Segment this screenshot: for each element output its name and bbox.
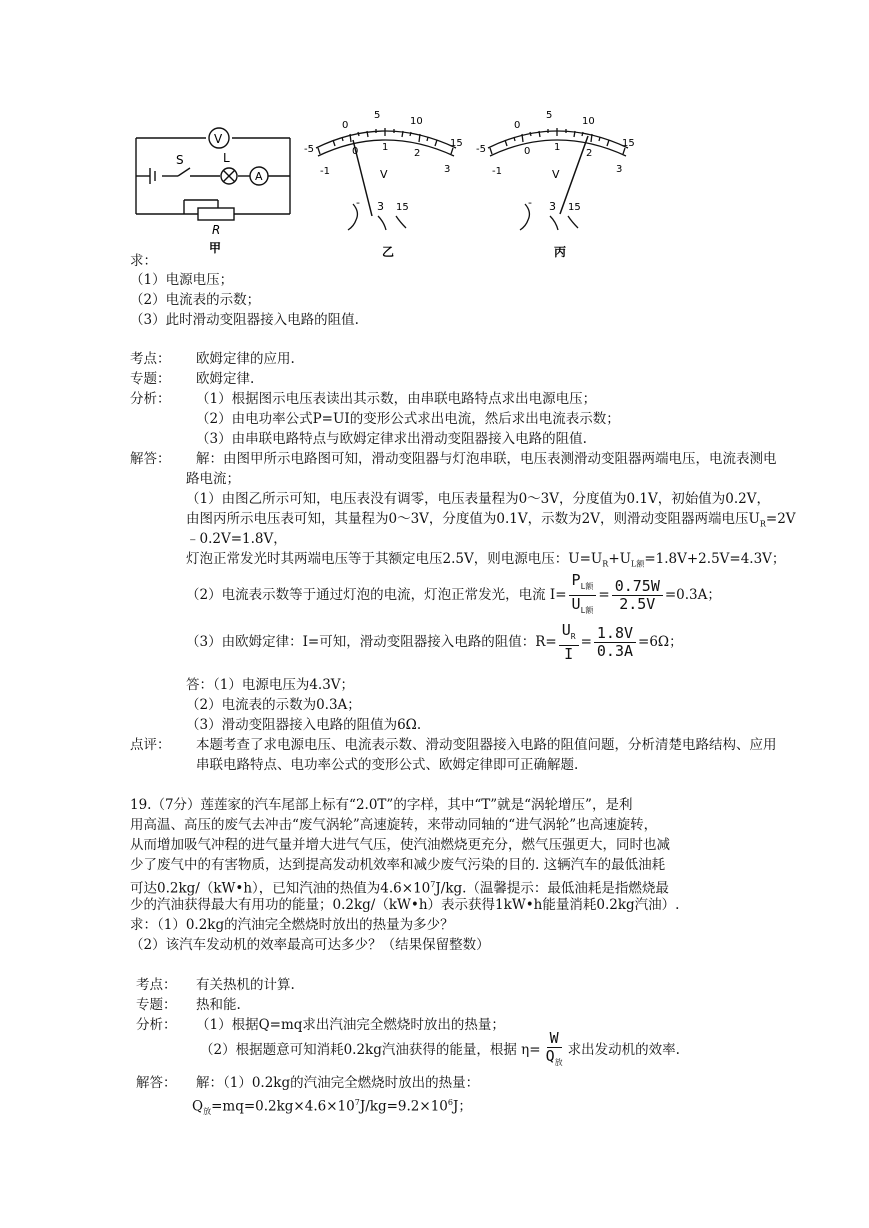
bottom-tick-label: 0 (524, 146, 531, 157)
ask-line (130, 252, 157, 270)
figure-caption-yi: 乙 (382, 245, 395, 259)
top-tick-label: 15 (622, 138, 635, 149)
meter-unit: V (380, 168, 388, 181)
fenxi-text: 求出发动机的效率. (567, 1042, 680, 1058)
fraction-values (594, 625, 636, 660)
terminal-label: - (528, 196, 532, 209)
top-tick-label: 0 (342, 120, 349, 131)
q19-text: 用高温、高压的废气去冲击“废气涡轮”高速旋转，来带动同轴的“进气涡轮”也高速旋转， (130, 817, 658, 833)
q19-text: 少了废气中的有害物质，达到提高发动机效率和减少废气污染的目的. 这辆汽车的最低油耗 (130, 857, 666, 873)
fenxi-line (196, 410, 620, 428)
question-item (130, 271, 233, 289)
bottom-tick-label: -1 (320, 166, 330, 177)
q19-line (130, 936, 490, 954)
jieda-line (192, 1094, 472, 1121)
fraction-denominator: Q (545, 1047, 555, 1065)
dianping-text: 本题考查了求电源电压、电流表示数、滑动变阻器接入电路的阻值问题，分析清楚电路结构、应用 (196, 737, 777, 753)
fraction-denominator: I (564, 645, 574, 663)
terminal-label: 15 (396, 202, 409, 213)
equals-sign: = (580, 634, 592, 650)
jieda-text: 灯泡正常发光时其两端电压等于其额定电压2.5V，则电源电压：U=U (186, 551, 603, 567)
dianping-line (196, 756, 578, 774)
voltmeter-figure-yi (298, 106, 473, 266)
voltmeter-symbol: V (214, 132, 223, 146)
jieda-line (186, 490, 770, 508)
voltmeter-figure-bing (470, 106, 645, 266)
fraction-numerator: U (561, 621, 571, 639)
section-label: 专题： (136, 997, 177, 1013)
fraction-denominator: U (571, 595, 581, 613)
q19-text: 求：（1）0.2kg的汽油完全燃烧时放出的热量为多少？ (130, 917, 454, 933)
fenxi-text: （1）根据Q=mq求出汽油完全燃烧时放出的热量； (196, 1017, 505, 1033)
jieda-text: =6Ω； (638, 634, 683, 650)
subscript: 放 (203, 1107, 212, 1117)
jieda-line (186, 470, 240, 488)
fraction-numerator: W (547, 1030, 562, 1048)
q19-text: 少的汽油获得最大有用功的能量；0.2kg/（kW•h）表示获得1kW•h能量消耗0.2kg汽油）. (130, 897, 680, 913)
subscript: 放 (554, 1058, 563, 1067)
zhuanti-line (136, 996, 241, 1014)
superscript: 6 (447, 1098, 453, 1107)
kaodian-text: 欧姆定律的应用. (196, 351, 295, 367)
fraction-numerator: P (571, 571, 581, 589)
fenxi-text: （1）根据图示电压表读出其示数，由串联电路特点求出电源电压； (196, 391, 597, 407)
top-tick-label: -5 (476, 144, 486, 155)
jieda-line-current (186, 572, 721, 619)
zhuanti-line (130, 370, 254, 388)
ask-text: 求： (130, 253, 157, 269)
subscript: R (570, 632, 576, 641)
top-tick-label: 10 (410, 116, 423, 127)
superscript: 7 (354, 1098, 360, 1107)
bottom-tick-label: 3 (616, 164, 623, 175)
answer-text: （3）滑动变阻器接入电路的阻值为6Ω. (186, 717, 422, 733)
jieda-text: 解：由图甲所示电路图可知，滑动变阻器与灯泡串联，电压表测滑动变阻器两端电压，电流表测电 (196, 451, 777, 467)
q19-line (130, 856, 665, 874)
rheostat-label: R (212, 223, 221, 237)
terminal-label: 3 (549, 200, 556, 213)
dianping-text: 串联电路特点、电功率公式的变形公式、欧姆定律即可正确解题. (196, 757, 579, 773)
section-label: 专题： (130, 371, 171, 387)
jieda-text: 路电流； (186, 471, 240, 487)
q19-text: 19.（7分）莲莲家的汽车尾部上标有“2.0T”的字样，其中“T”就是“涡轮增压”，是利 (130, 797, 633, 813)
fraction-numerator: 1.8V (594, 625, 636, 643)
subscript: L额 (580, 606, 594, 615)
terminal-label: 15 (568, 202, 581, 213)
bottom-tick-label: 2 (586, 148, 593, 159)
top-tick-label: 10 (582, 116, 595, 127)
jieda-line (186, 550, 785, 574)
top-tick-label: 0 (514, 120, 521, 131)
equals-sign: = (598, 587, 610, 603)
q19-text: J/kg.（温馨提示：最低油耗是指燃烧最 (435, 880, 669, 897)
kaodian-line (136, 976, 295, 994)
jieda-line-resistance (186, 622, 683, 663)
top-tick-label: -5 (304, 144, 314, 155)
section-label: 分析： (130, 391, 171, 407)
fenxi-text: （2）根据题意可知消耗0.2kg汽油获得的能量，根据 η= (200, 1042, 541, 1058)
section-label: 考点： (136, 977, 177, 993)
top-tick-label: 15 (450, 138, 463, 149)
fraction-numerator: 0.75W (612, 578, 663, 596)
question-text: （3）此时滑动变阻器接入电路的阻值. (130, 312, 359, 328)
bottom-tick-label: 1 (554, 142, 561, 153)
figure-caption-bing: 丙 (554, 245, 567, 259)
jieda-text: Q (192, 1098, 204, 1115)
bottom-tick-label: 2 (414, 148, 421, 159)
question-item (130, 291, 260, 309)
q19-line (130, 876, 669, 898)
section-label: 点评： (130, 737, 171, 753)
bottom-tick-label: 3 (444, 164, 451, 175)
terminal-label: - (356, 196, 360, 209)
q19-line (130, 836, 670, 854)
jieda-text: +U (608, 551, 632, 567)
zhuanti-text: 欧姆定律. (196, 371, 255, 387)
zhuanti-text: 热和能. (196, 997, 241, 1013)
jieda-text: J； (452, 1098, 472, 1115)
jieda-text: （3）由欧姆定律：I=可知，滑动变阻器接入电路的阻值：R= (186, 634, 557, 650)
figure-caption-jia: 甲 (209, 241, 222, 255)
fenxi-line (130, 390, 596, 408)
subscript: R (759, 519, 766, 529)
jieda-text: =0.3A； (664, 587, 721, 603)
meter-unit: V (552, 168, 560, 181)
jieda-text: （1）由图乙所示可知，电压表没有调零，电压表量程为0～3V，分度值为0.1V，初始值为0.2V， (186, 491, 770, 507)
q19-line (130, 796, 632, 814)
answer-text: 答：（1）电源电压为4.3V； (186, 677, 355, 693)
jieda-text: 解：（1）0.2kg的汽油完全燃烧时放出的热量： (196, 1075, 480, 1091)
fenxi-line-efficiency (200, 1030, 680, 1071)
jieda-text: ﹣0.2V=1.8V， (186, 531, 287, 547)
subscript: L额 (631, 559, 645, 569)
jieda-text: 由图丙所示电压表可知，其量程为0～3V，分度值为0.1V，示数为2V，则滑动变阻器两端电压U (186, 511, 760, 527)
jieda-text: =mq=0.2kg×4.6×10 (211, 1098, 355, 1115)
q19-text: 从而增加吸气冲程的进气量并增大进气气压，使汽油燃烧更充分，燃气压强更大，同时也减 (130, 837, 670, 853)
section-label: 解答： (136, 1075, 177, 1091)
top-tick-label: 5 (546, 110, 553, 121)
section-label: 考点： (130, 351, 171, 367)
fraction-ohm-law (559, 622, 579, 663)
section-label: 解答： (130, 451, 171, 467)
q19-text: 可达0.2kg/（kW•h），已知汽油的热值为4.6×10 (130, 880, 431, 897)
lamp-label: L (223, 151, 230, 165)
fenxi-line (196, 430, 587, 448)
question-text: （2）电流表的示数； (130, 292, 261, 308)
jieda-text: （2）电流表示数等于通过灯泡的电流，灯泡正常发光，电流 I= (186, 587, 567, 603)
answer-text: （2）电流表的示数为0.3A； (186, 697, 361, 713)
question-item (130, 311, 359, 329)
jieda-text: =2V (765, 511, 796, 527)
circuit-diagram (128, 118, 298, 258)
q19-line (130, 816, 657, 834)
section-label: 分析： (136, 1017, 177, 1033)
fraction-values (612, 578, 663, 613)
fenxi-text: （2）由电功率公式P=UI的变形公式求出电流，然后求出电流表示数； (196, 411, 620, 427)
kaodian-line (130, 350, 295, 368)
q19-line (130, 896, 679, 914)
top-tick-label: 5 (374, 110, 381, 121)
q19-text: （2）该汽车发动机的效率最高可达多少？（结果保留整数） (130, 937, 490, 953)
ammeter-symbol: A (255, 170, 263, 183)
answer-line (186, 676, 354, 694)
jieda-text: J/kg=9.2×10 (359, 1098, 448, 1115)
superscript: 7 (430, 880, 436, 889)
jieda-line (130, 450, 777, 468)
subscript: R (602, 559, 609, 569)
fraction-denominator: 2.5V (619, 595, 656, 613)
subscript: L额 (580, 582, 594, 591)
bottom-tick-label: -1 (492, 166, 502, 177)
fenxi-text: （3）由串联电路特点与欧姆定律求出滑动变阻器接入电路的阻值. (196, 431, 587, 447)
answer-line (186, 716, 421, 734)
terminal-label: 3 (377, 200, 384, 213)
dianping-line (130, 736, 777, 754)
switch-label: S (176, 153, 184, 167)
q19-line (130, 916, 454, 934)
jieda-text: =1.8V+2.5V=4.3V； (644, 551, 786, 567)
jieda-line (186, 530, 287, 548)
bottom-tick-label: 0 (352, 146, 359, 157)
fraction-denominator: 0.3A (596, 642, 634, 660)
answer-line (186, 696, 361, 714)
jieda-line (136, 1074, 479, 1092)
bottom-tick-label: 1 (382, 142, 389, 153)
fraction-efficiency (543, 1030, 566, 1071)
fraction-power-over-voltage (569, 572, 597, 619)
kaodian-text: 有关热机的计算. (196, 977, 295, 993)
question-text: （1）电源电压； (130, 272, 234, 288)
